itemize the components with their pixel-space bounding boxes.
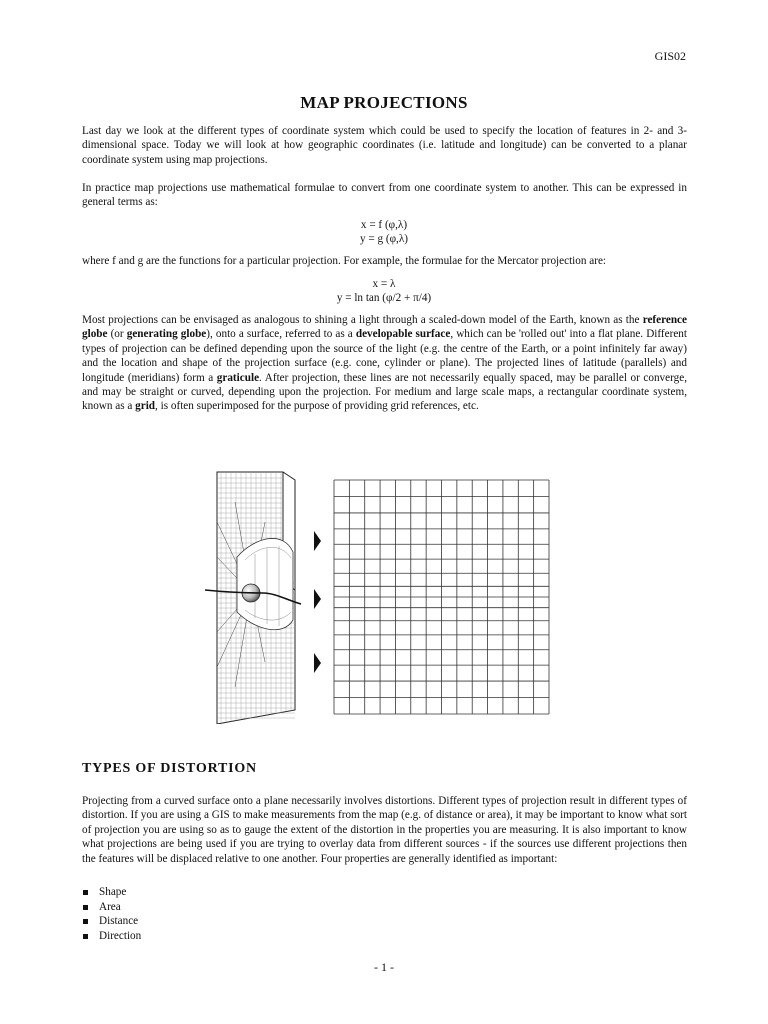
distortion-paragraph: Projecting from a curved surface onto a plane necessarily involves distortions. Different types of projection result in different types of distortion. If you are using a GIS to make measurements from the map (e.g. of distance or area), it may be important to know what sort of projection you are using so as to gauge the extent of the distortion in the properties you are measuring. It is also important to know what projections are being used if you are trying to overlay data from different sources - if the sources use different projections then the features will be displaced relative to one another. Four properties are generally identified as important:	[82, 795, 687, 865]
mercator-equation	[0, 277, 768, 306]
formulae-paragraph: In practice map projections use mathematical formulae to convert from one coordinate system to another. This can be expressed in general terms as:	[82, 182, 687, 209]
equation-y: y = g (φ,λ)	[359, 233, 409, 246]
projection-paragraph: Most projections can be envisaged as analogous to shining a light through a scaled-down model of the Earth, known as the reference globe (or generating globe), onto a surface, referred to as a developable surface, which can be 'rolled out' into a flat plane. Different types of projection can be defined depending upon the source of the light (e.g. the centre of the Earth, or a point infinitely far away) and the location and shape of the projection surface (e.g. cone, cylinder or plane). The projected lines of latitude (parallels) and longitude (meridians) form a graticule. After projection, these lines are not necessarily equally spaced, may be parallel or converge, and may be straight or curved, depending upon the projection. For medium and large scale maps, a rectangular coordinate system, known as a grid, is often superimposed for the purpose of providing grid references, etc.	[82, 314, 687, 413]
flat-grid-icon	[334, 480, 549, 714]
arrow-right-icon	[314, 589, 321, 609]
term-generating-globe: generating globe	[126, 328, 207, 341]
mercator-intro: where f and g are the functions for a particular projection. For example, the formulae for the Mercator projection are:	[82, 255, 607, 267]
equation-x: x = f (φ,λ)	[360, 219, 408, 231]
page-code: GIS02	[654, 49, 686, 63]
page-title: MAP PROJECTIONS	[300, 93, 468, 112]
mercator-y: y = ln tan (φ/2 + π/4)	[336, 292, 432, 305]
page-number: - 1 -	[374, 960, 394, 974]
mercator-x: x = λ	[372, 278, 396, 290]
term-graticule: graticule	[216, 371, 260, 384]
term-developable-surface: developable surface	[355, 328, 451, 341]
arrow-right-icon	[314, 653, 321, 673]
properties-list	[82, 885, 141, 943]
term-grid: grid	[135, 400, 156, 413]
list-item: Distance	[82, 914, 141, 929]
cylinder-icon	[205, 472, 301, 724]
general-equation	[0, 218, 768, 247]
intro-paragraph: Last day we look at the different types of coordinate system which could be used to specify the location of features in 2- and 3-dimensional space. Today we will look at how geographic coordinates (i.e. latitude and longitude) can be converted to a planar coordinate system using map projections.	[82, 125, 687, 166]
list-item: Direction	[82, 929, 141, 944]
cylindrical-projection-figure	[205, 462, 555, 724]
list-item: Area	[82, 900, 141, 915]
arrow-right-icon	[314, 531, 321, 551]
section-heading-distortion: TYPES OF DISTORTION	[82, 761, 257, 776]
term-reference-globe: reference globe	[82, 314, 687, 341]
list-item: Shape	[82, 885, 141, 900]
